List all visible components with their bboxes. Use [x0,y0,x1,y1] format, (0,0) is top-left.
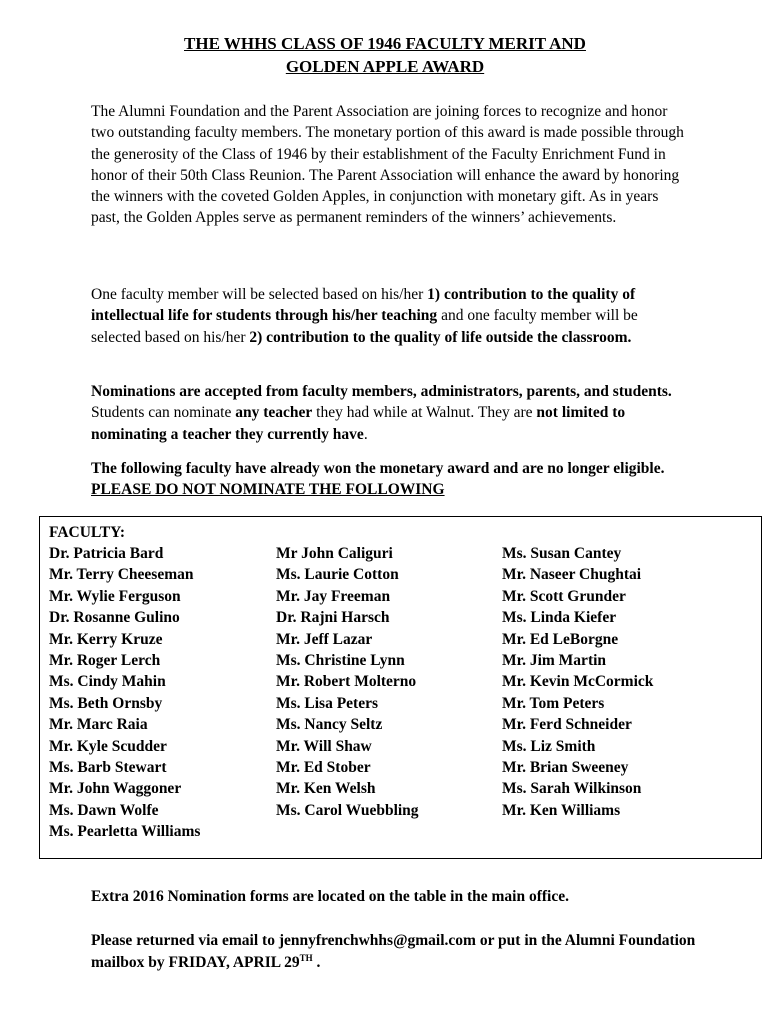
faculty-name: Mr. John Waggoner [49,780,182,798]
faculty-name: Dr. Patricia Bard [49,545,164,562]
nominations-not-limited: not limited to nominating a teacher they currently have [91,404,626,443]
faculty-name: Mr. Scott Grunder [502,587,626,605]
faculty-column-3 [502,543,653,821]
faculty-name: Ms. Pearletta Williams [49,823,201,841]
faculty-name: Ms. Beth Ornsby [49,694,163,712]
faculty-name: Mr. Jim Martin [502,652,607,670]
faculty-list-box [39,516,762,859]
do-not-nominate-warning: PLEASE DO NOT NOMINATE THE FOLLOWING [91,481,445,499]
faculty-name: Mr. Will Shaw [276,737,372,755]
nominations-any-teacher: any teacher [235,404,313,422]
faculty-name: Mr. Wylie Ferguson [49,587,181,605]
nominations-text-1: Students can nominate [91,404,236,422]
faculty-header: FACULTY: [49,524,126,541]
faculty-name: Ms. Carol Wuebbling [276,801,419,819]
faculty-name: Mr. Marc Raia [49,716,148,734]
criteria-text-2: and one faculty member will be selected based on his/her [91,307,638,346]
faculty-name: Ms. Christine Lynn [276,652,405,670]
return-note-superscript: TH [299,953,313,963]
faculty-name: Ms. Barb Stewart [49,759,167,777]
faculty-name: Dr. Rajni Harsch [276,609,390,627]
faculty-name: Ms. Linda Kiefer [502,609,617,627]
faculty-name: Ms. Cindy Mahin [49,673,166,691]
faculty-name: Mr. Ken Welsh [276,780,376,798]
criteria-teaching: 1) contribution to the quality of intellectual life for students through his/her teaching [91,286,636,325]
faculty-name: Mr. Ken Williams [502,801,621,819]
nominations-text-3: . [363,425,368,443]
return-note-end: . [312,954,321,971]
faculty-name: Ms. Dawn Wolfe [49,801,159,819]
faculty-name: Mr. Brian Sweeney [502,759,629,777]
faculty-name: Mr. Kyle Scudder [49,737,167,755]
forms-note: Extra 2016 Nomination forms are located on the table in the main office. [91,888,570,905]
criteria-outside-classroom: 2) contribution to the quality of life outside the classroom. [249,328,632,346]
nominations-text-2: they had while at Walnut. They are [312,404,537,422]
nominations-who: Nominations are accepted from faculty members, administrators, parents, and students. [91,383,672,400]
criteria-text-1: One faculty member will be selected based on his/her [91,286,428,303]
ineligible-paragraph [91,458,691,501]
faculty-name: Mr. Jeff Lazar [276,630,373,648]
title-line-1: THE WHHS CLASS OF 1946 FACULTY MERIT AND [184,34,586,53]
faculty-column-1 [49,543,200,843]
title-line-2: GOLDEN APPLE AWARD [285,57,485,76]
faculty-name: Dr. Rosanne Gulino [49,609,180,627]
return-note [91,930,711,974]
faculty-name: Mr. Kevin McCormick [502,673,654,691]
ineligible-text: The following faculty have already won the monetary award and are no longer eligible. [91,460,665,477]
faculty-name: Ms. Nancy Seltz [276,716,383,734]
intro-paragraph: The Alumni Foundation and the Parent Association are joining forces to recognize and honor two outstanding faculty members. The monetary portion of this award is made possible through the generosity of the Class of 1946 by their establishment of the Faculty Enrichment Fund in honor of their 50th Class Reunion. The Parent Association will enhance the award by honoring the winners with the coveted Golden Apples, in conjunction with monetary gift. As in years past, the Golden Apples serve as permanent reminders of the winners’ achievements. [91,103,684,227]
faculty-name: Ms. Laurie Cotton [276,566,399,584]
faculty-name: Mr. Tom Peters [502,694,605,712]
faculty-name: Ms. Sarah Wilkinson [502,780,642,798]
faculty-name: Ms. Susan Cantey [502,545,622,562]
faculty-name: Mr John Caliguri [276,545,393,562]
faculty-name: Ms. Lisa Peters [276,694,379,712]
faculty-name: Mr. Terry Cheeseman [49,566,194,584]
nominations-paragraph [91,381,691,445]
faculty-name: Mr. Kerry Kruze [49,630,163,648]
faculty-name: Ms. Liz Smith [502,737,596,755]
faculty-column-2 [276,543,419,821]
faculty-name: Mr. Robert Molterno [276,673,417,691]
document-title [0,32,770,78]
faculty-name: Mr. Naseer Chughtai [502,566,642,584]
faculty-name: Mr. Ferd Schneider [502,716,632,734]
faculty-name: Mr. Roger Lerch [49,652,161,670]
faculty-name: Mr. Ed Stober [276,759,371,777]
faculty-name: Mr. Ed LeBorgne [502,630,619,648]
faculty-name: Mr. Jay Freeman [276,587,391,605]
return-note-text: Please returned via email to jennyfrenchwhhs@gmail.com or put in the Alumni Foundation mailbox by FRIDAY, APRIL 29 [91,932,696,971]
criteria-paragraph [91,284,691,348]
